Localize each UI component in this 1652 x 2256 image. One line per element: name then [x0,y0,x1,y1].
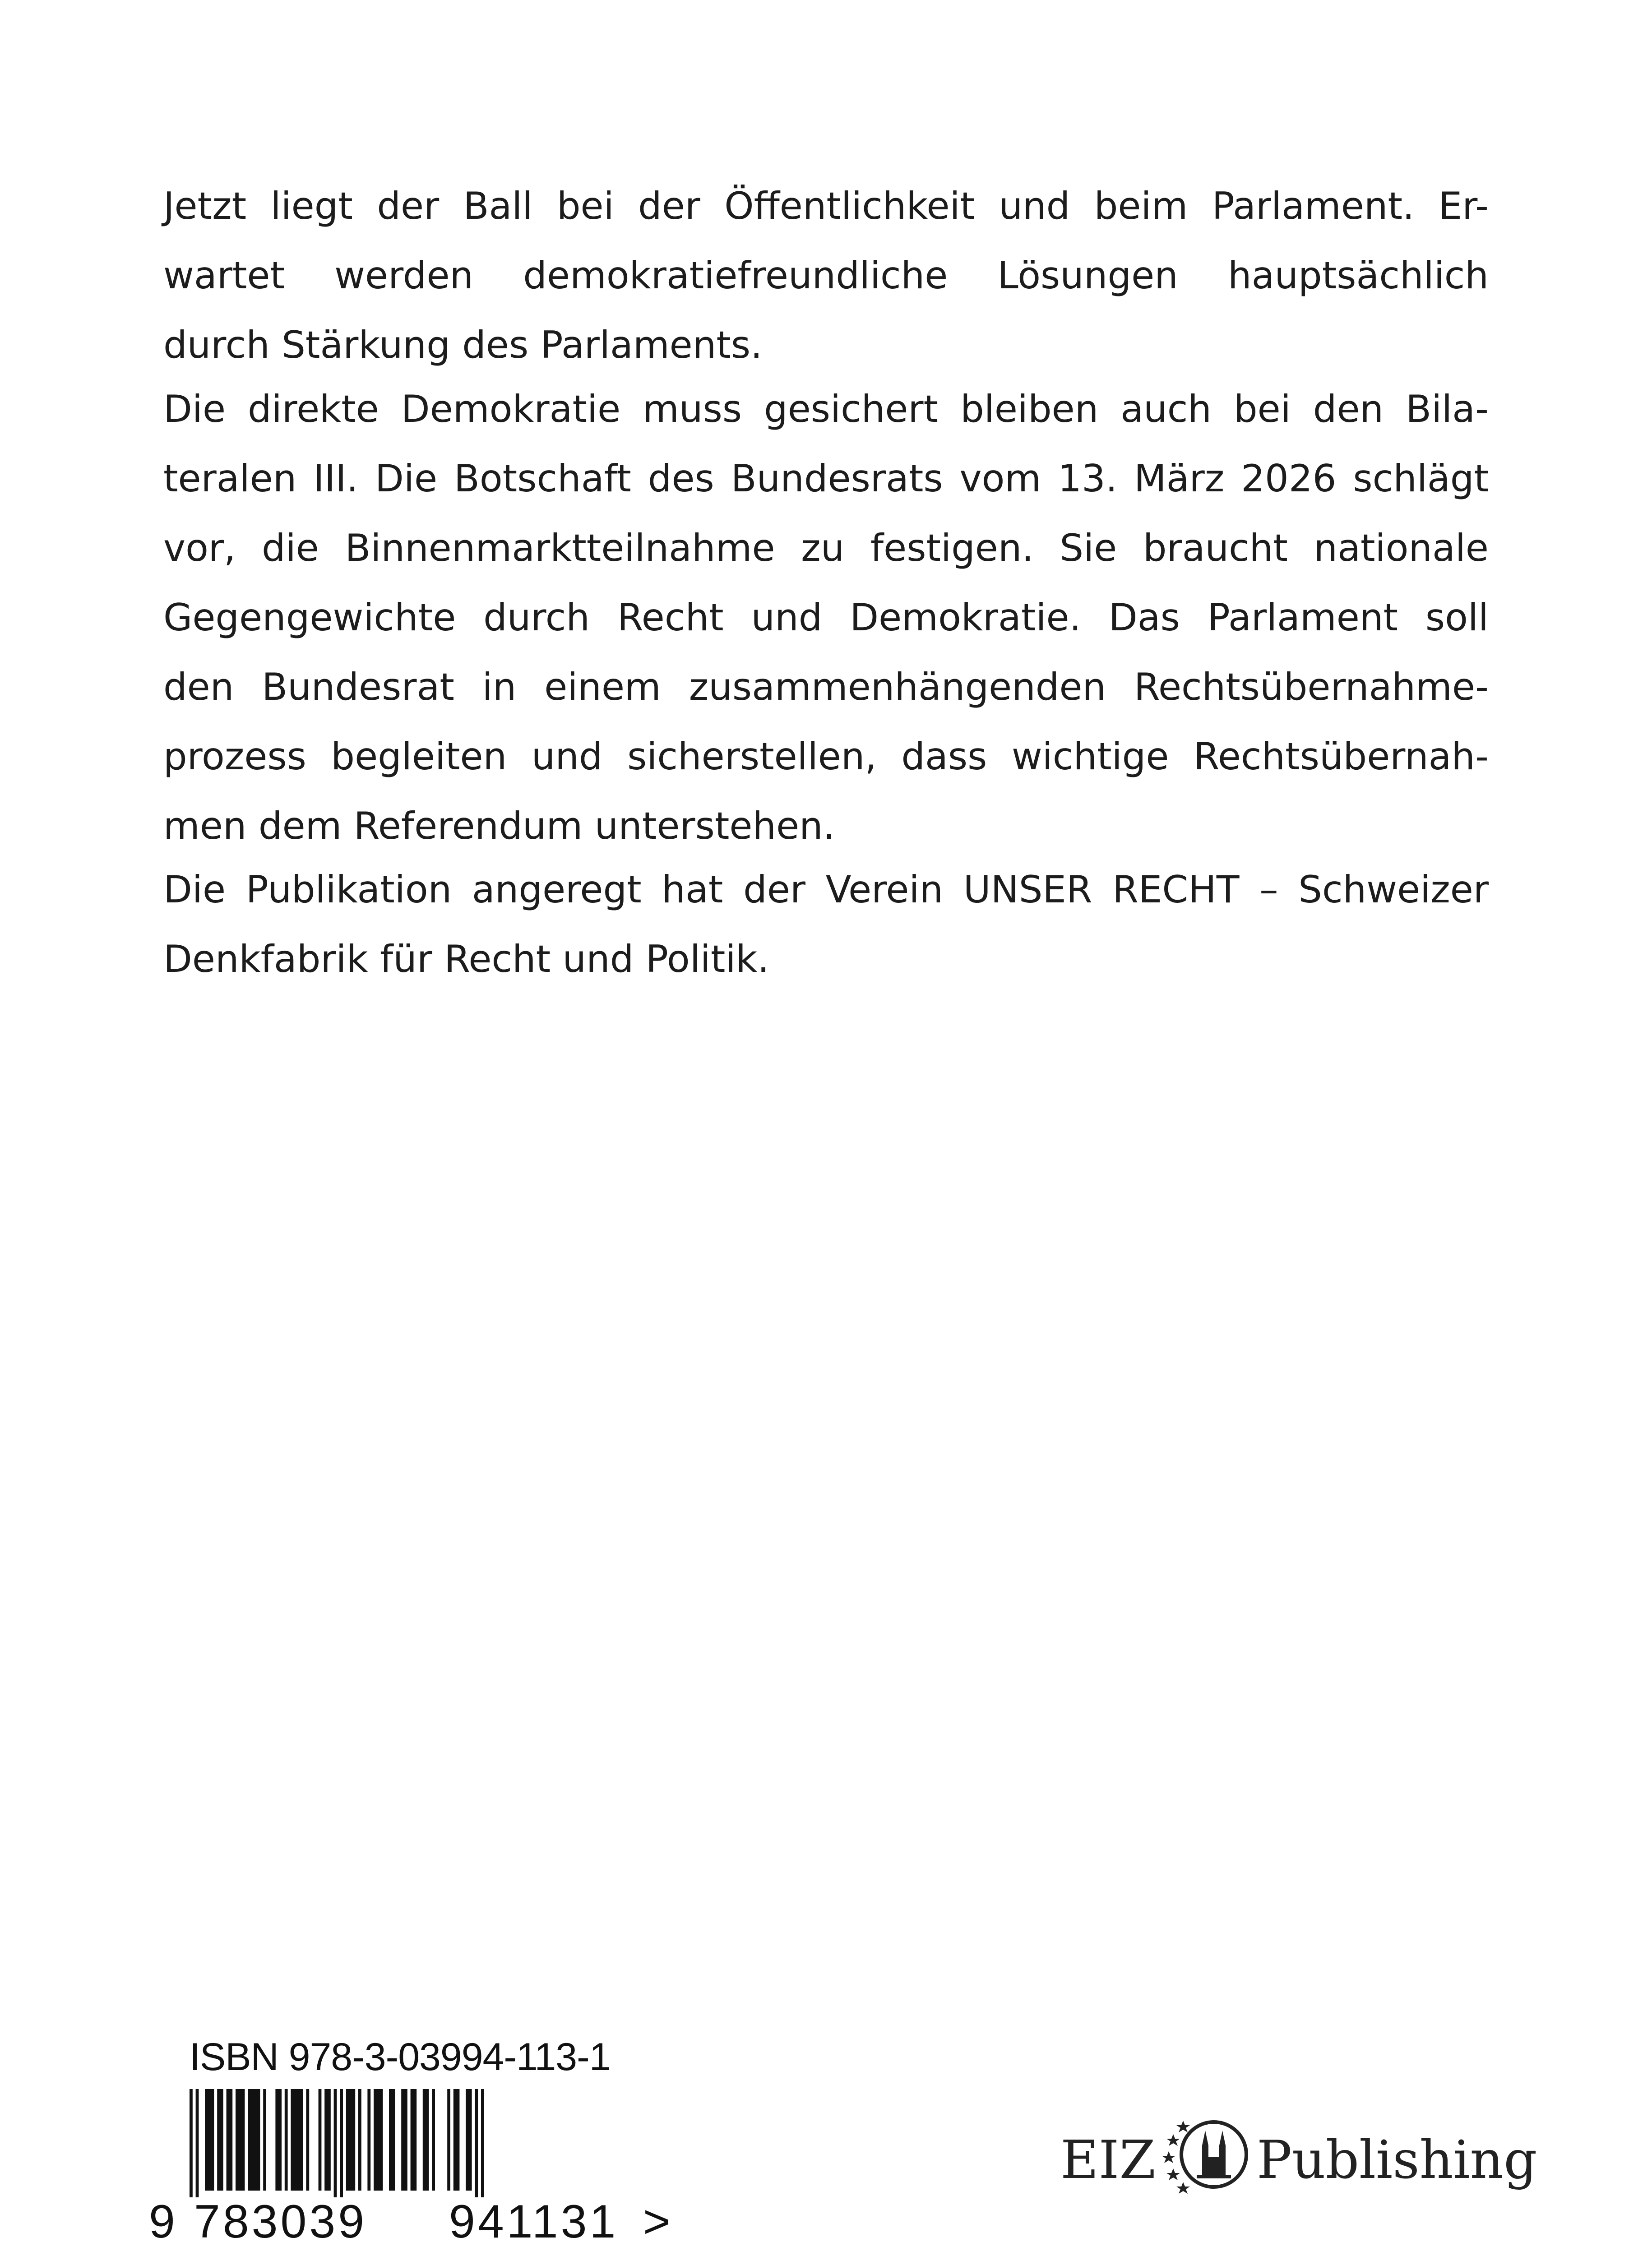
barcode-bar [475,2089,478,2197]
barcode-bars-icon [149,2035,663,2197]
barcode-bar [340,2089,343,2197]
barcode-bar [217,2089,223,2191]
paragraph-line: Jetzt liegt der Ball bei der Öffentlichkeit und beim Parlament. Er- [163,184,1489,228]
barcode-quiet-zone-arrow: > [643,2196,671,2248]
paragraph-line: men dem Referendum unterstehen. [163,804,835,848]
paragraph-line: teralen III. Die Botschaft des Bundesrats vom 13. März 2026 schlägt [163,457,1489,500]
barcode-digit-group-left: 783039 [194,2196,367,2248]
barcode-bar [227,2089,233,2191]
barcode-bar [324,2089,331,2191]
barcode-bar [196,2089,199,2197]
isbn-barcode [149,2035,671,2248]
barcode-bar [319,2089,322,2191]
barcode-bar [411,2089,417,2191]
eiz-emblem-icon [1155,2103,1259,2206]
paragraph-1 [163,171,1489,380]
paragraph-line: Gegengewichte durch Recht und Demokratie. Das Parlament soll [163,596,1489,639]
barcode-lead-digit: 9 [149,2196,175,2248]
barcode-bar [285,2089,288,2191]
barcode-digit-group-right: 941131 [449,2196,619,2248]
barcode-bar [275,2089,282,2191]
barcode-bar [306,2089,309,2191]
barcode-bar [453,2089,460,2191]
isbn-label: ISBN 978-3-03994-113-1 [190,2035,611,2079]
barcode-bar [401,2089,407,2191]
paragraph-line: Die direkte Demokratie muss gesichert bleiben auch bei den Bila- [163,387,1489,431]
barcode-bar [423,2089,429,2191]
logo-right-text: Publishing [1257,2130,1537,2191]
barcode-bar [447,2089,450,2191]
barcode-bar [466,2089,472,2191]
barcode-bar [248,2089,260,2191]
barcode-bar [358,2089,361,2191]
paragraph-line: prozess begleiten und sicherstellen, dass wichtige Rechtsübernah- [163,735,1489,778]
barcode-bar [389,2089,395,2191]
barcode-bar [346,2089,355,2191]
barcode-bar [291,2089,303,2191]
logo-left-text: EIZ [1060,2130,1156,2191]
barcode-bar [334,2089,337,2197]
paragraph-line: durch Stärkung des Parlaments. [163,323,763,367]
paragraph-line: den Bundesrat in einem zusammenhängenden Rechtsübernahme- [163,665,1489,709]
paragraph-line: wartet werden demokratiefreundliche Lösungen hauptsächlich [163,254,1489,297]
barcode-bar [481,2089,484,2197]
barcode-bar [432,2089,435,2191]
barcode-bar [236,2089,245,2191]
paragraph-2 [163,374,1489,861]
barcode-bar [263,2089,266,2191]
barcode-bar [190,2089,193,2197]
publisher-logo [1060,2103,1537,2220]
paragraph-3 [163,855,1489,994]
paragraph-line: Die Publikation angeregt hat der Verein UNSER RECHT – Schweizer [163,868,1489,911]
paragraph-line: vor, die Binnenmarktteilnahme zu festigen. Sie braucht nationale [163,526,1489,570]
barcode-bar [205,2089,214,2191]
paragraph-line: Denkfabrik für Recht und Politik. [163,937,769,981]
barcode-bar [367,2089,370,2191]
barcode-bar [374,2089,383,2191]
